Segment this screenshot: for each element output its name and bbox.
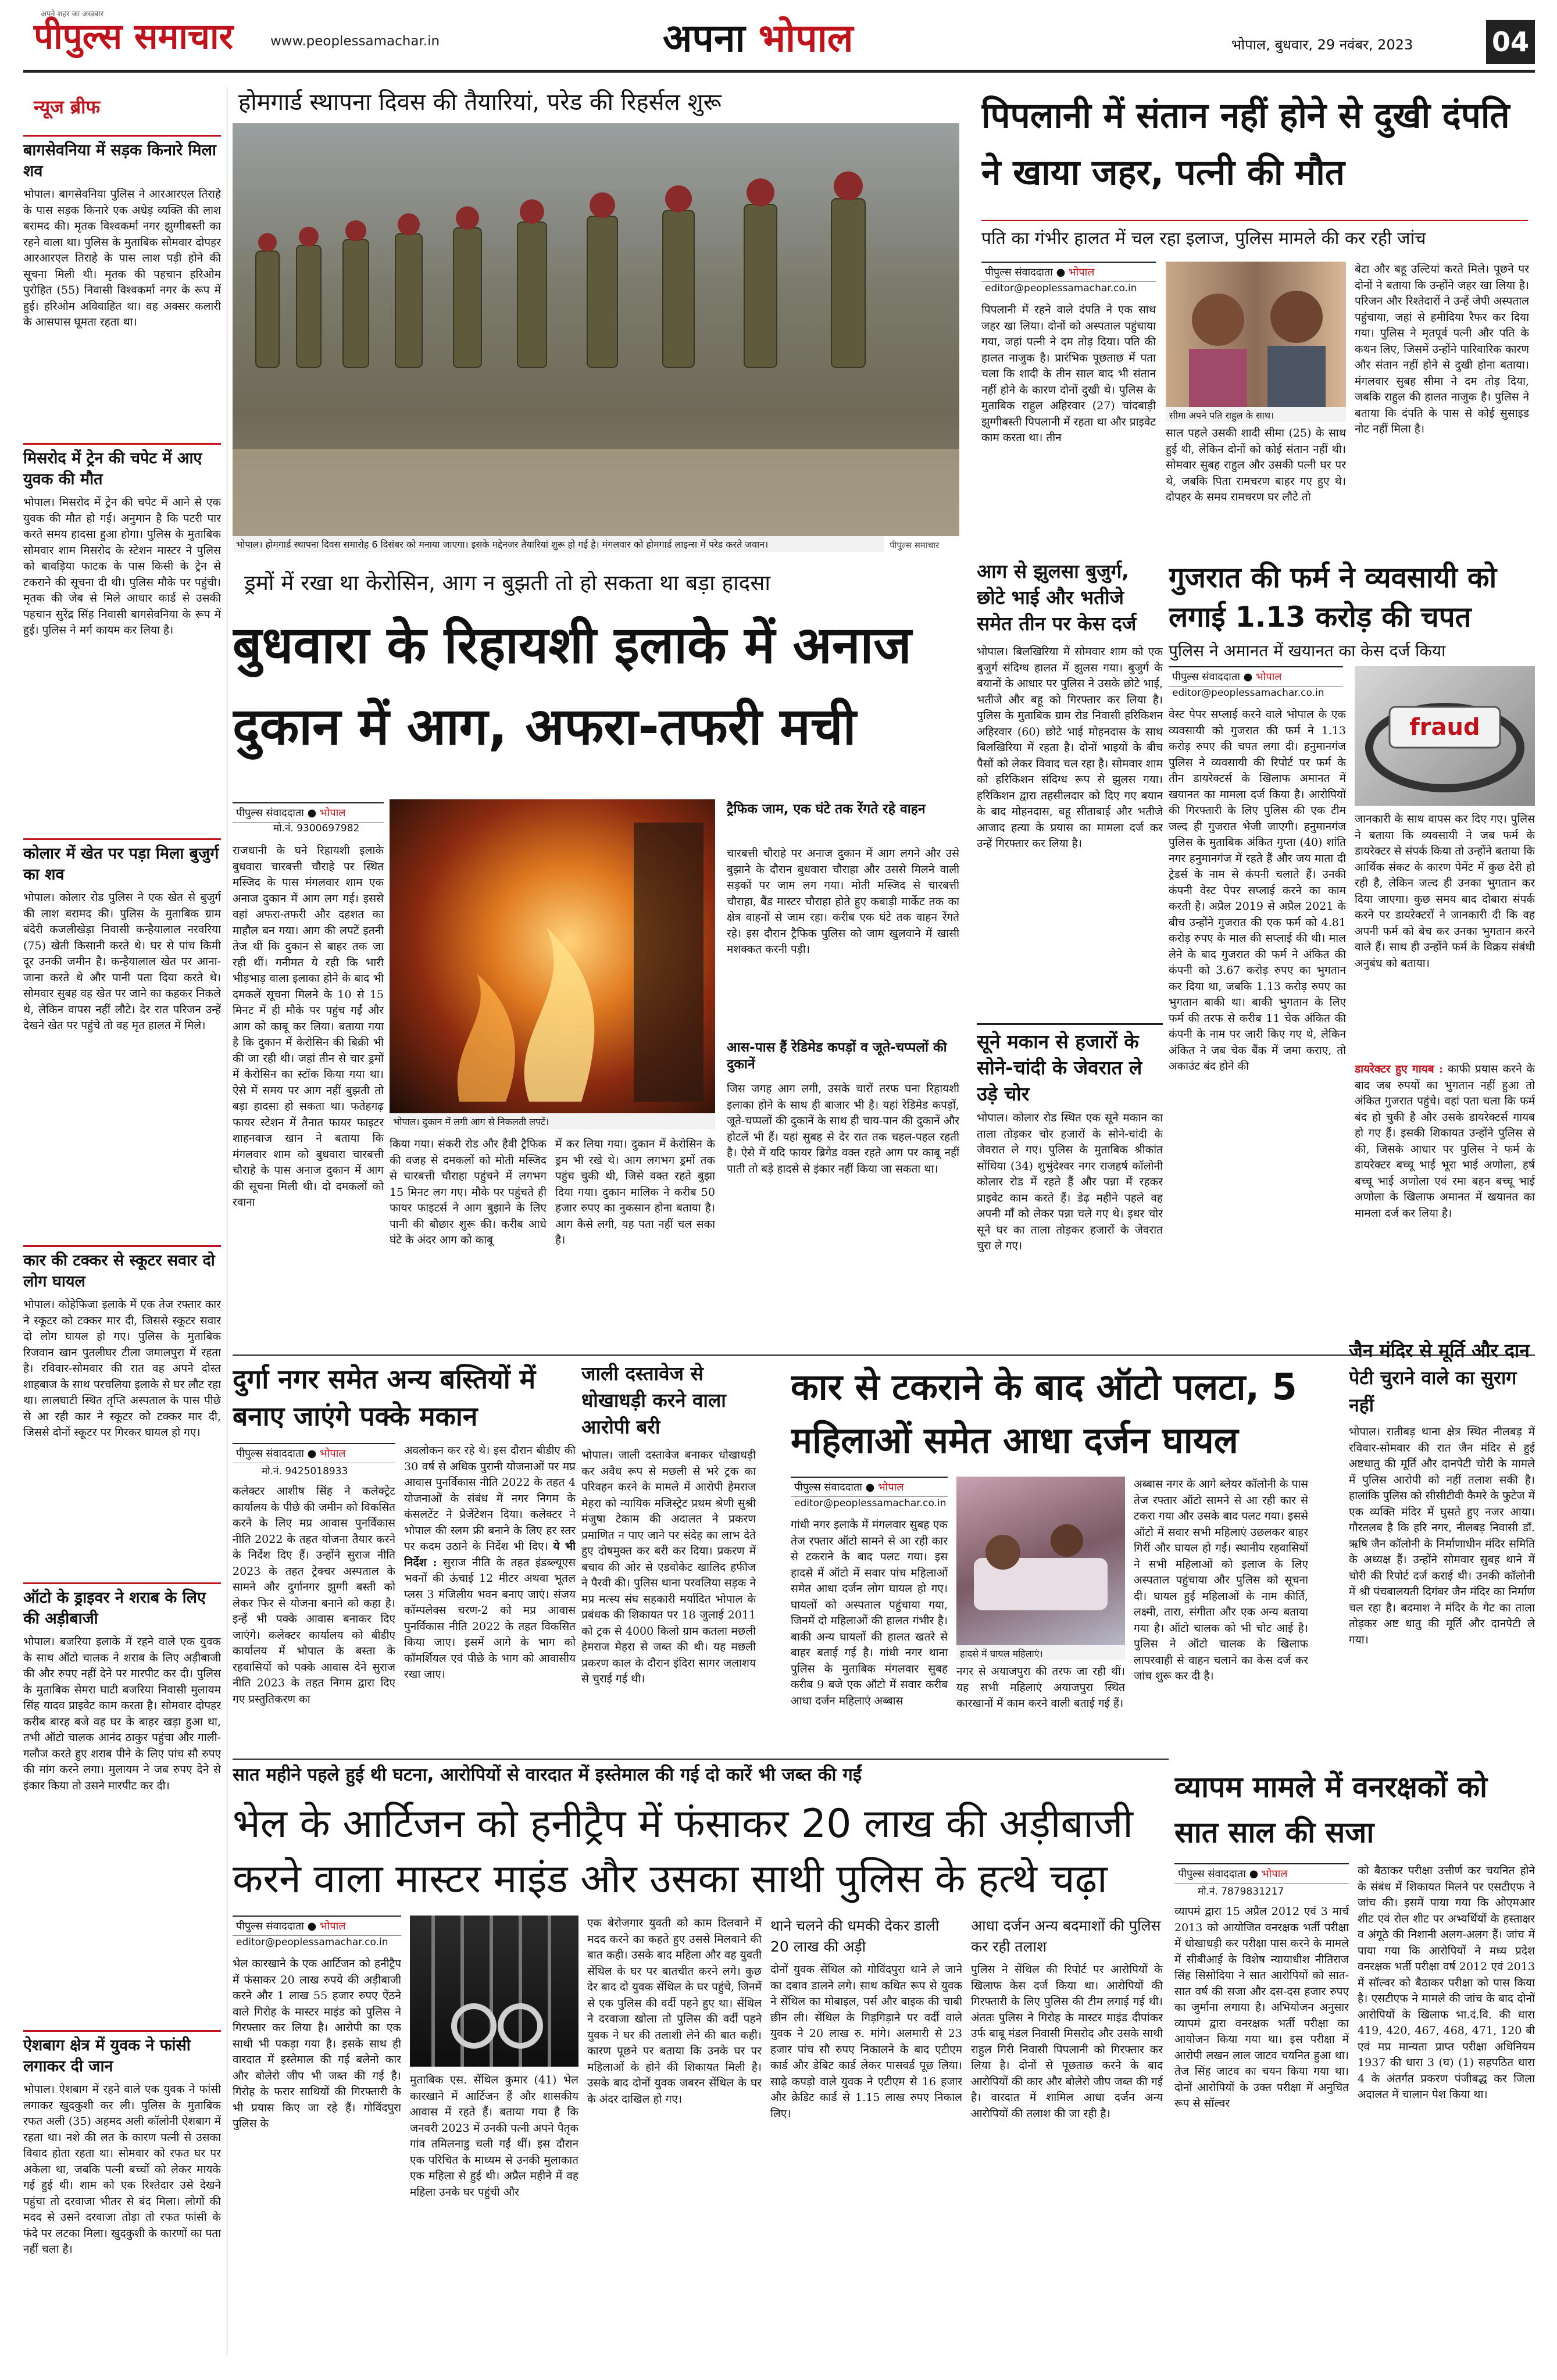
byline-name: पीपुल्स संवाददाता [985,266,1053,278]
sone-story [971,1023,1163,1325]
budhwara-story [233,570,965,1355]
piplani-headline: पिपलानी में संतान नहीं होने से दुखी दंपति ने खाया जहर, पत्नी की मौत [981,95,1510,193]
parade-photo [233,123,959,536]
byline-name: पीपुल्स संवाददाता [236,1920,304,1932]
section-rule [233,1355,1535,1356]
durga-story [233,1360,576,1756]
brief-headline: मिसरोद में ट्रेन की चपेट में आए युवक की मौत [23,443,221,490]
parade-photo-illustration [233,123,959,536]
durga-body-col2 [404,1443,576,1751]
bhel-body-col1: भेल कारखाने के एक आर्टिजन को हनीट्रैप में फंसाकर 20 लाख रुपये की अड़ीबाजी करने और 1 लाख 55 हजार रुपए ऐंठने वाले गिरोह के मास्टर माइंड को पुलिस ने गिरफ्तार कर लिया है। आरोपी का एक साथी भी पकड़ा गया है। इसके साथ ही वारदात में इस्तेमाल की गई बलेनो कार और बोलेरो जीप भी जब्त की गई है। गिरोह के फरार साथियों की गिरफ्तारी के भी प्रयास किए जा रहे हैं। गोविंदपुरा पुलिस के [233,1957,401,2130]
durga-subbody: सुराज नीति के तहत इंडब्ल्यूएस भवनों की ऊंचाई 12 मीटर अथवा भूतल प्लस 3 मंजिलीय भवन बनाए जाएं। संजय कॉम्पलेक्स चरण-2 को मप्र आवास पुनर्विकास नीति 2022 के तहत विकसित किया जाए। इसमें आगे के भाग को कॉमर्शियल एवं पीछे के भाग को आवासीय रखा जाए। [404,1556,576,1681]
handcuffs-photo [410,1916,578,2067]
bhel-body-col2: मुताबिक एस. सेंथिल कुमार (41) भेल कारखाने में आर्टिजन हैं और शासकीय आवास में रहते हैं। बताया गया है कि जनवरी 2023 में उनकी पत्नी अपने पैतृक गांव तमिलनाडु चली गईं थीं। इस दौरान एक परिचित के माध्यम से उनकी मुलाकात एक महिला से हुई थी। अप्रैल महीने में वह महिला उनके घर पहुंची और [410,2074,578,2199]
byline-name: पीपुल्स संवाददाता [1172,671,1240,683]
brief-body: भोपाल। कोहेफिजा इलाके में एक तेज रफ्तार कार ने स्कूटर को टक्कर मार दी, जिससे स्कूटर सवार दो लोग घायल हो गए। पुलिस के मुताबिक रिजवान खान पुतलीघर टीला जमालपुरा में रहता है। रविवार-सोमवार की रात वह अपने दोस्त शाहबाज के साथ परचलिया इलाके से घर लौट रहा था। लालघाटी स्थित तृप्ति अस्पताल के पास पीछे से आ रही कार ने स्कूटर को टक्कर मार दी, जिससे दोनों स्कूटर पर गिरकर घायल हो गए। [23,1298,221,1439]
piplani-byline: पीपुल्स संवाददाता ● भोपाल [981,262,1156,282]
bhel-headline-line2: करने वाला मास्टर माइंड और उसका साथी पुलिस के हत्थे चढ़ा [233,1856,1108,1902]
jaali-body: भोपाल। जाली दस्तावेज बनाकर धोखाधड़ी कर अवैध रूप से मछली से भरे ट्रक का परिवहन करने के मामले में आरोपी हेमराज मेहरा को न्यायिक मजिस्ट्रेट प्रथम श्रेणी सुश्री मंजुषा टेकाम की अदालत ने प्रकरण प्रमाणित न पाए जाने पर संदेह का लाभ देते हुए दोषमुक्त कर बरी कर दिया। प्रकरण में बचाव की ओर से एडवोकेट खालिद हफीज ने पैरवी की। पुलिस थाना परवलिया सड़क ने मप्र मत्स्य संघ सहकारी मर्यादित भोपाल के प्रबंधक की शिकायत पर 18 जुलाई 2011 को ट्रक से 4000 किलो ग्राम कतला मछली हेमराज मेहरा से जब्त की थी। यह मछली प्रकरण काल के दौरान इंदिरा सागर जलाशय से चुराई गई थी। [581,1449,756,1685]
durga-body-col2-text: अवलोकन कर रहे थे। इस दौरान बीडीए की 30 वर्ष से अधिक पुरानी योजनाओं पर मप्र आवास पुनर्विकास नीति 2022 के तहत 4 योजनाओं के संबंध में नगर निगम के कंसलटेंट ने प्रेजेंटेशन दिया। कलेक्टर ने भोपाल की स्लम फ्री बनाने के लिए हर स्तर पर कदम उठाने के निर्देश भी दिए। [404,1444,576,1553]
byline-name: पीपुल्स संवाददाता [236,1448,304,1460]
vyapam-body-col1: व्यापमं द्वारा 15 अप्रैल 2012 एवं 3 मार्च 2013 को आयोजित वनरक्षक भर्ती परीक्षा में धोखाधड़ी कर परीक्षा पास करने के मामले में सीबीआई के विशेष न्यायाधीश नीतिराज सिंह सिसोदिया ने सात आरोपियों को सात-सात वर्ष की सजा और दस-दस हजार रुपए का जुर्माना लगाया है। अभियोजन अनुसार व्यापमं द्वारा वनरक्षक भर्ती परीक्षा का आयोजन किया गया था। इस परीक्षा में आरोपी लखन लाल जाटव चयनित हुआ था। तेज सिंह जाटव का चयन किया गया था। दोनों आरोपियों के उक्त परीक्षा में अनुचित रूप से सॉल्वर [1174,1905,1349,2110]
byline-city: भोपाल [878,1481,904,1493]
gujarat-story [1169,558,1535,1337]
byline-name: पीपुल्स संवाददाता [794,1481,862,1493]
gujarat-headline: गुजरात की फर्म ने व्यवसायी को लगाई 1.13 करोड़ की चपत [1169,561,1497,634]
jaali-story [581,1360,756,1756]
bhel-headline-line1: भेल के आर्टिजन को हनीट्रैप में फंसाकर 20 लाख की अड़ीबाजी [233,1801,1133,1847]
brief-body: भोपाल। कोलार रोड पुलिस ने एक खेत से बुजुर्ग की लाश बरामद की। पुलिस के मुताबिक ग्राम बंदेरी कजलीखेड़ा निवासी कन्हैयालाल नरवरिया (75) खेती किसानी करते थे। घर से पांच किमी दूर उनकी जमीन है। कन्हैयालाल खेत पर आना-जाना करते थे और पानी पता दिया करते थे। सोमवार सुबह वह खेत पर जाने का कहकर निकले थे, लेकिन वापस नहीं लौटे। देर रात परिजन उन्हें देखने खेत पर पहुंचे तो वह मृत हालत में मिले। [23,891,221,1032]
gujarat-body-col3 [1355,1062,1535,1329]
homeguard-headline: होमगार्ड स्थापना दिवस की तैयारियां, परेड की रिहर्सल शुरू [238,89,722,116]
byline-phone: मो.नं. 9300697982 [273,823,360,834]
bhel-side1-body: दोनों युवक सेंथिल को गोविंदपुरा थाने ले जाने का दबाव डालने लगे। साथ कथित रूप से युवक ने सेंथिल का मोबाइल, पर्स और बाइक की चाबी छीन ली। सेंथिल के गिड़गिड़ाने पर वर्दी वाले युवक ने 20 लाख रु. मांगे। अलमारी से 23 हजार पांच सौ रुपए निकालने के बाद एटीएम कार्ड और डेबिट कार्ड लेकर पासवर्ड पूछ लिया। साढ़े कपड़ो वाले युवक ने एटीएम से 16 हजार और क्रेडिट कार्ड से 1.15 लाख रुपए निकाल लिए। [770,1963,962,2120]
gujarat-subheadline: पुलिस ने अमानत में खयानत का केस दर्ज किया [1169,641,1446,660]
handcuffs-illustration [410,1916,578,2067]
byline-city: भोपाल [1256,671,1282,683]
vyapam-headline: व्यापम मामले में वनरक्षकों को सात साल की सजा [1174,1770,1488,1849]
photo-credit: पीपुल्स समाचार [890,540,940,551]
injured-women-photo [956,1477,1125,1645]
fire-photo-illustration [390,799,715,1113]
auto-body-col1: गांधी नगर इलाके में मंगलवार सुबह एक तेज रफ्तार ऑटो सामने से आ रही कार से टकराने के बाद पलट गया। इस हादसे में ऑटो में सवार पांच महिलाओं समेत आधा दर्जन लोग घायल हो गए। घायलों को अस्पताल पहुंचाया गया, जिनमें दो महिलाओं की हालत गंभीर है। बाकी अन्य घायलों की हालत खतरे से बाहर बताई गई है। गांधी नगर थाना पुलिस के मुताबिक मंगलवार सुबह करीब 9 बजे एक ऑटो में सवार करीब आधा दर्जन महिलाएं अब्बास [791,1518,948,1707]
brief-body: भोपाल। बजरिया इलाके में रहने वाले एक युवक के साथ ऑटो चालक ने शराब के लिए अड़ीबाजी की और रुपए नहीं देने पर मारपीट कर दी। पुलिस के मुताबिक सेमरा घाटी बजरिया निवासी मुलायम सिंह यादव प्राइवेट काम करता है। सोमवार दोपहर करीब बारह बजे वह घर के बाहर खड़ा हुआ था, तभी ऑटो चालक आनंद ठाकुर पहुंचा और गाली-गलौज करते हुए शराब पीने के लिए पांच सौ रुपए की मांग करने लगा। मुलायम ने जब रुपए देने से इंकार किया तो उसने मारपीट कर दी। [23,1635,221,1792]
gujarat-byline: पीपुल्स संवाददाता ● भोपाल [1169,666,1343,687]
byline-phone: मो.नं. 9425018933 [262,1466,348,1477]
brief-item [23,1245,221,1577]
durga-subhead: ये भी निर्देश : [404,1540,576,1569]
paper-tagline: अपने शहर का अखबार [41,10,104,19]
page-number-badge: 04 [1486,20,1535,64]
injured-photo-caption: हादसे में घायल महिलाएं। [956,1645,1125,1660]
website-url[interactable]: www.peoplessamachar.in [270,34,440,49]
durga-body-col1: कलेक्टर आशीष सिंह ने कलेक्ट्रेट कार्यालय के पीछे की जमीन को विकसित करने के लिए मप्र आवास पुनर्विकास नीति 2022 के तहत योजना तैयार करने के निर्देश दिए हैं। उन्होंने सुराज नीति 2023 के तहत ट्रेक्चर अस्पताल के सामने और दुर्गानगर झुग्गी बस्ती को लेकर फिर से योजना बनाने को कहा है। इन्हें भी पक्के आवास बनाकर दिए जाएंगे। कलेक्टर कार्यालय को बीडीए कार्यालय में भोपाल के बस्ता के रहवासियों को पक्के आवास देने सुराज नीति 2023 के तहत निगम द्वारा दिए गए प्रस्तुतिकरण का [233,1485,395,1706]
sone-body: भोपाल। कोलार रोड स्थित एक सूने मकान का ताला तोड़कर चोर हजारों के सोने-चांदी के जेवरात ले गए। पुलिस के मुताबिक श्रीकांत सोंधिया (34) शुभुंदेश्वर नगर राजहर्ष कॉलोनी कोलार रोड में रहते हैं और पन्ना में रहकर प्राइवेट काम करते हैं। डेढ़ महीने पहले वह अपनी माँ को लेकर पन्ना चले गए थे। इधर चोर सूने घर का ताला तोड़कर हजारों के जेवरात चुरा ले गए। [977,1112,1163,1252]
fire-photo-caption: भोपाल। दुकान में लगी आग से निकलती लपटें। [390,1113,715,1130]
byline-city: भोपाल [320,1448,346,1460]
byline-name: पीपुल्स संवाददाता [236,807,304,819]
brief-item [23,1582,221,2013]
byline-email[interactable]: editor@peoplessamachar.co.in [1172,687,1324,699]
masthead-rule [23,70,1535,73]
bhel-side2-body: पुलिस ने सेंथिल की रिपोर्ट पर आरोपियों के खिलाफ केस दर्ज किया था। आरोपियों की गिरफ्तारी के लिए पुलिस की टीम लगाई गई थी। अंततः पुलिस ने गिरोह के मास्टर माइंड दीपांकर उर्फ बाबू मंडल निवासी मिसरोद और उसके साथी राहुल गिरी निवासी पिपलानी को गिरफ्तार कर लिया है। दोनों से पूछताछ करने के बाद आरोपियों की कार और बोलेरो जीप जब्त की गई है। वारदात में शामिल आधा दर्जन अन्य आरोपियों की तलाश की जा रही है। [971,1963,1163,2120]
budhwara-body-col2: किया गया। संकरी रोड और हैवी ट्रैफिक की वजह से दमकलों को मोती मस्जिद से चारबत्ती चौराहा पहुंचने में लगभग 15 मिनट लग गए। मौके पर पहुंचते ही फायर फाइटर्स ने आग बुझाने के लिए पानी की बौछार शुरू की। करीब आधे घंटे के अंदर आग को काबू [390,1138,547,1246]
piplani-story [971,87,1535,552]
piplani-body-col2: साल पहले उसकी शादी सीमा (25) के साथ हुई थी, लेकिन दोनों को कोई संतान नहीं थी। सोमवार सुबह राहुल और उसकी पत्नी घर पर थे, जबकि पिता रामचरण बाहर गए हुए थे। दोपहर के समय रामचरण घर लौटे तो [1166,427,1346,503]
bhel-side1-subhead: थाने चलने की धमकी देकर डाली 20 लाख की अड़ी [770,1917,940,1955]
durga-byline: पीपुल्स संवाददाता ● भोपाल [233,1443,395,1463]
bhel-body-col3: एक बेरोजगार युवती को काम दिलवाने में मदद करने का कहते हुए उससे मिलवाने की बात कही। उसके बाद महिला और वह युवती सेंथिल के घर पर बातचीत करने लगे। कुछ देर बाद दो युवक सेंथिल के घर पहुंचे, जिनमें से एक पुलिस की वर्दी पहने हुए था। सेंथिल ने दरवाजा खोला तो पुलिस की वर्दी पहने युवक ने घर की तलाशी लेने की बात कही। कारण पूछने पर बताया कि उनके घर पर महिलाओं के होने की शिकायत मिली है। उसके बाद दोनों युवक जबरन सेंथिल के घर के अंदर दाखिल हो गए। [587,1917,762,2106]
byline-phone: मो.नं. 7879831217 [1198,1886,1284,1897]
section-title [663,16,853,60]
brief-headline: ऐशबाग क्षेत्र में युवक ने फांसी लगाकर दी जान [23,2030,221,2077]
section-rule [233,1759,1169,1760]
brief-headline: कोलार में खेत पर पड़ा मिला बुजुर्ग का शव [23,838,221,885]
brief-body: भोपाल। ऐशबाग में रहने वाले एक युवक ने फांसी लगाकर खुदकुशी कर ली। पुलिस के मुताबिक रफत अली (35) अहमद अली कॉलोनी ऐशबाग में रहता था। नशे की लत के कारण पत्नी से उसका विवाद होता रहता था। सोमवार को रफत घर पर अकेला था, जबकि पत्नी बच्चों को लेकर मायके गई हुई थी। शाम को एक रिश्तेदार उसे देखने पहुंचा तो दरवाजा भीतर से बंद मिला। लोगों की मदद से उसने दरवाजा तोड़ा तो रफत फांसी के फंदे पर लटका मिला। खुदकुशी के कारणों का पता नहीं चला है। [23,2083,221,2256]
director-missing-subhead: डायरेक्टर हुए गायब : [1355,1063,1444,1075]
news-brief-column [23,88,221,2356]
brief-item [23,838,221,1239]
nearby-shops-body: जिस जगह आग लगी, उसके चारों तरफ घना रिहायशी इलाका होने के साथ ही बाजार भी है। यहां रेडिमेड कपड़ों, जूते-चप्पलों की दुकानें के साथ ही चाय-पान की दुकानें और होटलें भी हैं। यहां सुबह से देर रात तक चहल-पहल रहती है। ऐसे में यदि फायर ब्रिगेड वक्त रहते आग पर काबू नहीं पाती तो बड़े हादसे से इंकार नहीं किया जा सकता था। [727,1082,959,1175]
dateline: भोपाल, बुधवार, 29 नवंबर, 2023 [1231,37,1413,53]
byline-email[interactable]: editor@peoplessamachar.co.in [985,283,1137,294]
vyapam-byline: पीपुल्स संवाददाता ● भोपाल [1174,1863,1349,1884]
paper-logo: पीपुल्स समाचार [34,16,234,57]
byline-city: भोपाल [1069,266,1095,278]
gujarat-body-col1: वेस्ट पेपर सप्लाई करने वाले भोपाल के एक व्यवसायी को गुजरात की फर्म ने 1.13 करोड़ रुपए की चपत लगा दी। हनुमानगंज पुलिस ने व्यवसायी की रिपोर्ट पर फर्म के तीन डायरेक्टर्स के खिलाफ अमानत में खयानत का मामला दर्ज किया है। आरोपियों की गिरफ्तारी के लिए पुलिस की एक टीम जल्द ही गुजरात भेजी जाएगी। हनुमानगंज पुलिस के मुताबिक अंकित गुप्ता (40) शांति नगर हनुमानगंज में रहते हैं और जय माता दी ट्रेडर्स के नाम से कंपनी चलाते हैं। उनकी कंपनी वेस्ट पेपर सप्लाई करने का काम करती है। अप्रैल 2019 से अप्रैल 2021 के बीच उन्होंने गुजरात की एक फर्म को 4.81 करोड़ रुपए के माल की सप्लाई की थी। माल लेने के बाद गुजरात की फर्म ने अंकित की कंपनी को 3.67 करोड़ रुपए का भुगतान कर दिया था, जबकि 1.13 करोड़ रुपए का भुगतान बाकी था। बाकी भुगतान के लिए फर्म की तरफ से करीब 11 चेक अंकित की कंपनी के नाम पर जारी किए गए थे, लेकिन अंकित ने जब चेक बैंक में जमा कराए, तो अकाउंट बंद होने की [1169,708,1346,1073]
durga-headline: दुर्गा नगर समेत अन्य बस्तियों में बनाए जाएंगे पक्के मकान [233,1363,536,1432]
bhel-story [233,1764,1169,2369]
jain-story [1349,1337,1535,1756]
couple-photo-illustration [1166,262,1346,407]
jain-headline: जैन मंदिर से मूर्ति और दान पेटी चुराने वाले का सुराग नहीं [1349,1339,1530,1416]
piplani-body-col1: पिपलानी में रहने वाले दंपति ने एक साथ जहर खा लिया। दोनों को अस्पताल पहुंचाया गया, जहां पत्नी ने दम तोड़ दिया। पति की हालत नाजुक है। प्रारंभिक पूछताछ में पता चला कि शादी के तीन साल बाद भी संतान नहीं होने के कारण दोनों दुखी थे। पुलिस के मुताबिक राहुल अहिरवार (27) चांदबाड़ी झुग्गीबस्ती पिपलानी में रहता था और प्राइवेट काम करता था। तीन [981,303,1156,444]
nearby-shops-subhead: आस-पास हैं रेडिमेड कपड़ों व जूते-चप्पलों की दुकानें [727,1040,947,1072]
brief-item [23,135,221,460]
bilkhiriya-body: भोपाल। बिलखिरिया में सोमवार शाम को एक बुजुर्ग संदिग्ध हालत में झुलस गया। बुजुर्ग के बयानों के आधार पर पुलिस ने उसके छोटे भाई, भतीजे और बहू को गिरफ्तार कर लिया है। पुलिस के मुताबिक ग्राम रोड निवासी हरिकिशन अहिरवार (60) छोटे भाई मोहनदास के साथ बिलखिरिया में रहता है। दोनों भाइयों के बीच पैसों को लेकर विवाद चल रहा है। सोमवार शाम को हरिकिशन संदिग्ध रूप से झुलस गया। हरिकिशन द्वारा तहसीलदार को दिए गए बयान के बाद मोहनदास, बहू सीताबाई और भतीजे आजाद हत्या के प्रयास का मामला दर्ज कर उन्हें गिरफ्तार कर लिया है। [977,645,1163,850]
byline-city: भोपाल [320,1920,346,1932]
piplani-body-col3: बेटा और बहू उल्टियां करते मिले। पूछने पर दोनों ने बताया कि उन्होंने जहर खा लिया है। परिजन और रिश्तेदारों ने उन्हें जेपी अस्पताल पहुंचाया, जहां से हमीदिया रैफर कर दिया गया। पुलिस ने मृतपूर्व पत्नी और पति के कथन लिए, जिसमें उन्होंने पारिवारिक कारण और संतान नहीं होने से दुखी होना बताया। मंगलवार सुबह सीमा ने दम तोड़ दिया, जबकि राहुल की हालत नाजुक है। पुलिस ने बताया कि दंपति के पास से कोई सुसाइड नोट नहीं मिला है। [1355,263,1529,435]
budhwara-byline: पीपुल्स संवाददाता ● भोपाल [233,802,384,823]
section-title-black: अपना [663,16,745,60]
byline-email[interactable]: editor@peoplessamachar.co.in [236,1936,388,1948]
brief-item [23,443,221,763]
byline-name: पीपुल्स संवाददाता [1178,1868,1246,1880]
homeguard-story [233,87,965,561]
byline-city: भोपाल [1262,1868,1288,1880]
parade-photo-caption: भोपाल। होमगार्ड स्थापना दिवस समारोह 6 दिसंबर को मनाया जाएगा। इसके मद्देनजर तैयारियां शुरू हो गई है। मंगलवार को होमगार्ड लाइन्स में परेड करते जवान। [233,536,884,552]
vyapam-story [1174,1764,1535,2369]
brief-headline: ऑटो के ड्राइवर ने शराब के लिए की अड़ीबाजी [23,1582,221,1629]
brief-item [23,2030,221,2356]
piplani-subheadline: पति का गंभीर हालत में चल रहा इलाज, पुलिस मामले की कर रही जांच [981,220,1528,249]
auto-body-col2: नगर से अयाजपुरा की तरफ जा रही थीं। यह सभी महिलाएं अयाजपुरा स्थित कारखानों में काम करने वाली बताई गई हैं। [956,1665,1125,1710]
bhel-side2-subhead: आधा दर्जन अन्य बदमाशों की पुलिस कर रही तलाश [971,1917,1161,1955]
brief-body: भोपाल। बागसेवनिया पुलिस ने आरआरएल तिराहे के पास सड़क किनारे एक अधेड़ व्यक्ति की लाश बरामद की। मृतक विश्वकर्मा नगर झुग्गीबस्ती का रहने वाला था। पुलिस के मुताबिक सोमवार दोपहर आरआरएल तिराहे के पास लाश पड़ी होने की सूचना मिली थी। मृतक की पहचान हरिओम पुरोहित (55) निवासी विश्वकर्मा नगर के रूप में हुई। हरिओम अविवाहित था। वह अक्सर कलारी के आसपास घूमता रहता था। [23,188,221,328]
brief-headline: कार की टक्कर से स्कूटर सवार दो लोग घायल [23,1245,221,1292]
budhwara-body-col3: में कर लिया गया। दुकान में केरोसिन के ड्रम भी रखे थे। आग लगभग ड्रमों तक पहुंच चुकी थी, जिसे वक्त रहते बुझा दिया गया। दुकान मालिक ने करीब 50 हजार रुपए का नुकसान होना बताया है। आग कैसे लगी, यह पता नहीं चल सका है। [555,1138,715,1246]
budhwara-kicker: ड्रमों में रखा था केरोसिन, आग न बुझती तो हो सकता था बड़ा हादसा [244,570,770,595]
couple-photo [1166,262,1346,407]
couple-photo-caption: सीमा अपने पति राहुल के साथ। [1166,407,1346,422]
director-missing-body: काफी प्रयास करने के बाद जब रुपयों का भुगतान नहीं हुआ तो अंकित गुजरात पहुंचे। वहां पता चला कि फर्म बंद हो चुकी है और उसके डायरेक्टर्स गायब हो गए हैं। इसकी शिकायत उन्होंने पुलिस से की, जिसके आधार पर पुलिस ने फर्म के डायरेक्टर बच्चू भाई भूरा भाई अणोला, हर्ष बच्चू भाई अणोला एवं रमा बहन बच्चू भाई अणोला के खिलाफ अमानत में खयानत का मामला दर्ज कर लिया है। [1355,1063,1535,1220]
auto-headline: कार से टकराने के बाद ऑटो पलटा, 5 महिलाओं समेत आधा दर्जन घायल [791,1366,1297,1461]
fraud-photo [1355,666,1535,806]
fire-photo [390,799,715,1113]
byline-email[interactable]: editor@peoplessamachar.co.in [794,1498,947,1509]
section-title-red: भोपाल [758,16,854,60]
sone-headline: सूने मकान से हजारों के सोने-चांदी के जेवरात ले उड़े चोर [977,1023,1163,1107]
brief-body: भोपाल। मिसरोद में ट्रेन की चपेट में आने से एक युवक की मौत हो गई। अनुमान है कि पटरी पार करते समय हादसा हुआ होगा। पुलिस के मुताबिक सोमवार शाम मिसरोद के स्टेशन मास्टर ने पुलिस को बावड़िया फाटक के पास किसी के ट्रेन से टकराने की सूचना दी थी। पुलिस मौके पर पहुंची। मृतक की जेब से मिले आधार कार्ड से उसकी पहचान सुरेंद्र सिंह निवासी बागसेवनिया के रूप में हुई। पुलिस ने मर्ग कायम कर लिया है। [23,496,221,637]
traffic-jam-body: चारबत्ती चौराहे पर अनाज दुकान में आग लगने और उसे बुझाने के दौरान बुधवारा चौराहा और उससे मिलने वाली सड़कों पर जाम लग गया। मोती मस्जिद से चारबत्ती चौराहा, बैंड मास्टर चौराहा होते हुए कबाड़ी मार्केट तक का क्षेत्र वाहनों से जाम रहा। करीब एक घंटे तक वाहन रेंगते रहे। इस दौरान ट्रैफिक पुलिस को जाम खुलवाने में खासी मशक्कत करनी पड़ी। [727,847,959,956]
fraud-photo-illustration [1355,666,1535,806]
budhwara-body-col1: राजधानी के घने रिहायशी इलाके बुधवारा चारबत्ती चौराहे पर स्थित मस्जिद के पास मंगलवार शाम एक अनाज दुकान में आग लग गई। इससे वहां अफरा-तफरी और दहशत का माहौल बन गया। आग की लपटें इतनी तेज थीं कि दुकान से बाहर तक जा रही थीं। गनीमत ये रही कि भारी भीड़भाड़ वाला इलाका होने के बाद भी दमकलें सूचना मिलने के 10 से 15 मिनट में ही मौके पर पहुंच गईं और आग को काबू कर लिया। बताया गया है कि दुकान में केरोसिन की बिक्री भी की जा रही थी। जहां तीन से चार ड्रमों में केरोसिन का स्टॉक किया गया था। ऐसे में समय पर आग नहीं बुझती तो बड़ा हादसा हो सकता था। फतेहगढ़ फायर स्टेशन में तैनात फायर फाइटर शाहनवाज खान ने बताया कि मंगलवार शाम को बुधवारा चारबत्ती चौराहे के पास अनाज दुकान में आग की सूचना मिली थी। दो दमकलों को रवाना [233,844,384,1209]
masthead [0,0,1557,81]
gujarat-body-col2: जानकारी के साथ वापस कर दिए गए। पुलिस ने बताया कि व्यवसायी ने जब फर्म के डायरेक्टर से संपर्क किया तो उन्होंने बताया कि आर्थिक संकट के कारण पेमेंट में कुछ देरी हो रही है, लेकिन जल्द ही उनका भुगतान कर दिया जाएगा। कुछ समय बाद दोबारा संपर्क करने पर डायरेक्टरों ने जानकारी दी कि वह अपनी फर्म को बेच कर उनका भुगतान करने वाले हैं। साथ ही उन्होंने फर्म के विक्रय संबंधी अनुबंध को बताया। [1355,813,1535,970]
jaali-headline: जाली दस्तावेज से धोखाधड़ी करने वाला आरोपी बरी [581,1362,726,1438]
bilkhiriya-story [971,558,1163,1023]
news-brief-label: न्यूज ब्रीफ [34,96,101,118]
auto-byline: पीपुल्स संवाददाता ● भोपाल [791,1477,948,1497]
traffic-jam-subhead: ट्रैफिक जाम, एक घंटे तक रेंगते रहे वाहन [727,802,926,817]
auto-story [767,1360,1337,1756]
brief-headline: बागसेवनिया में सड़क किनारे मिला शव [23,135,221,182]
injured-photo-illustration [956,1477,1125,1645]
byline-city: भोपाल [320,807,346,819]
fraud-stamp-text: fraud [1409,714,1480,741]
auto-body-col3: अब्बास नगर के आगे ब्लेयर कॉलोनी के पास तेज रफ्तार ऑटो सामने से आ रही कार से टकरा गया और उसके बाद पलट गया। इससे ऑटो में सवार सभी महिलाएं उछलकर बाहर गिरीं और घायल हो गईं। स्थानीय रहवासियों ने सभी महिलाओं को इलाज के लिए अस्पताल पहुंचाया और पुलिस को सूचना दी। घायल हुई महिलाओं के नाम कीर्ति, लक्ष्मी, तारा, संगीता और एक अन्य बताया गया है। ऑटो चालक को भी चोट आई है। पुलिस ने ऑटो चालक के खिलाफ लापरवाही से वाहन चलाने का केस दर्ज कर जांच शुरू कर दी है। [1134,1478,1308,1682]
budhwara-headline: बुधवारा के रिहायशी इलाके में अनाज दुकान में आग, अफरा-तफरी मची [233,615,912,756]
bilkhiriya-headline: आग से झुलसा बुजुर्ग, छोटे भाई और भतीजे समेत तीन पर केस दर्ज [977,560,1137,635]
bhel-byline: पीपुल्स संवाददाता ● भोपाल [233,1916,401,1936]
bhel-kicker: सात महीने पहले हुई थी घटना, आरोपियों से वारदात में इस्तेमाल की गई दो कारें भी जब्त की गईं [233,1764,862,1785]
jain-body: भोपाल। रातीबड़ थाना क्षेत्र स्थित नीलबड़ में रविवार-सोमवार की रात जैन मंदिर से हुई अष्टधातु की मूर्ति और दानपेटी चोरी के मामले में पुलिस आरोपी को नहीं तलाश सकी है। हालांकि पुलिस को सीसीटीवी कैमरे के फुटेज में एक व्यक्ति मंदिर में घुसते हुए नजर आया। गौरतलब है कि हरि नगर, नीलबड़ निवासी डॉ. ऋषि जैन कॉलोनी के निर्माणाधीन मंदिर समिति के अध्यक्ष हैं। उन्होंने सोमवार सुबह थाने में चोरी की रिपोर्ट दर्ज कराई थी। उनकी कॉलोनी में श्री पंचबालयती दिगंबर जैन मंदिर का निर्माण चल रहा है। बदमाश ने मंदिर के गेट का ताला तोड़कर अष्ट धातु की मूर्ति और दानपेटी ले गया। [1349,1425,1535,1646]
vyapam-body-col2: को बैठाकर परीक्षा उत्तीर्ण कर चयनित होने के संबंध में शिकायत मिलने पर एसटीएफ ने जांच की। इसमें पाया गया कि ओएमआर शीट एवं रोल शीट पर अभ्यर्थियों के हस्ताक्षर व अंगूठे की निशानी अलग-अलग हैं। जांच में पाया गया कि आरोपियों ने मध्य प्रदेश वनरक्षक भर्ती परीक्षा वर्ष 2012 एवं 2013 में सॉल्वर को बैठाकर परीक्षा को पास किया है। एसटीएफ ने मामले की जांच के बाद दोनों आरोपियों के खिलाफ भा.दं.वि. की धारा 419, 420, 467, 468, 471, 120 बी एवं मप्र मान्यता प्राप्त परीक्षा अधिनियम 1937 की धारा 3 (घ) (1) सहपठित धारा 4 के अंतर्गत प्रकरण पंजीबद्ध कर जिला अदालत में चालान पेश किया था। [1358,1864,1535,2101]
